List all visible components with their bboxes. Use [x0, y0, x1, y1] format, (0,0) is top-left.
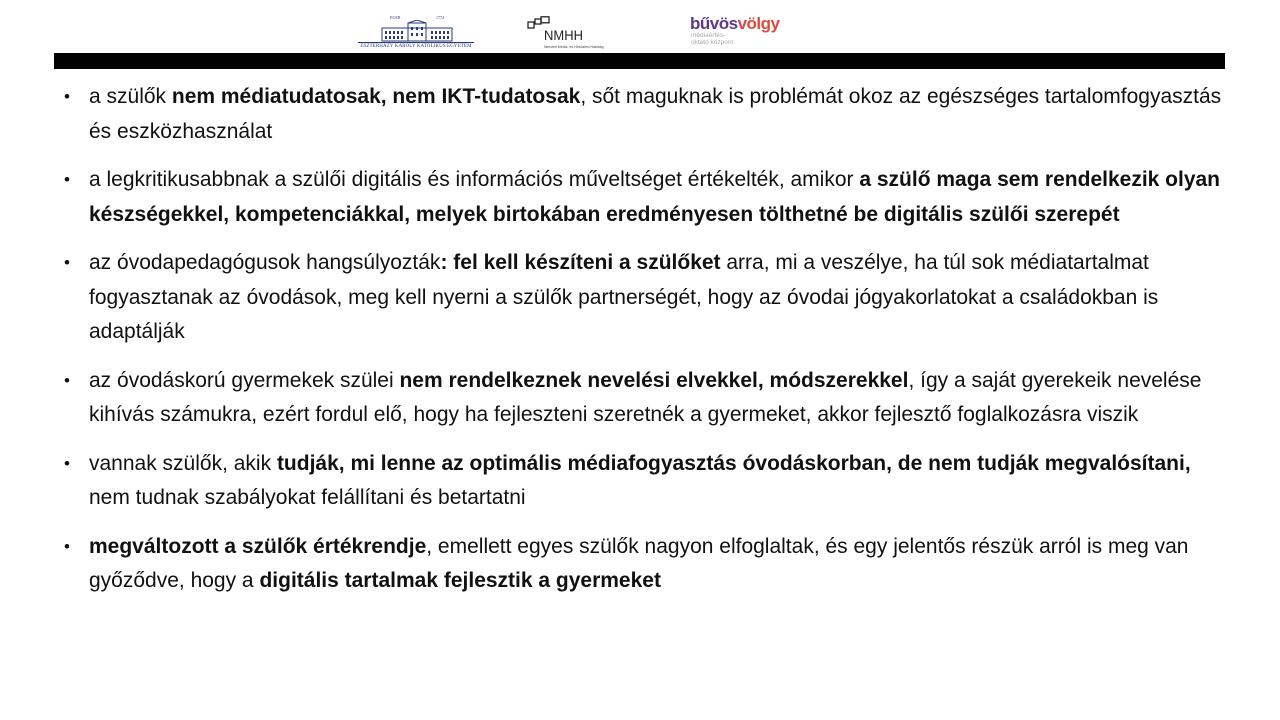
- bold-segment: a szülő maga sem rendelkezik olyan készségekkel, kompetenciákkal, melyek birtokában eredményesen tölthetné be digitális szülői szerepét: [89, 168, 1221, 226]
- bold-segment: megváltozott a szülők értékrendje: [89, 534, 427, 558]
- buvosvolgy-logo: [690, 12, 785, 52]
- university-name: ESZTERHÁZY KÁROLY KATOLIKUS EGYETEM: [358, 42, 474, 49]
- buvosvolgy-wordmark-part2: völgy: [737, 14, 780, 33]
- bold-segment: nem rendelkeznek nevelési elvekkel, módszerekkel: [399, 368, 909, 392]
- bold-segment: tudják, mi lenne az optimális médiafogyasztás óvodáskorban, de nem tudják megvalósítani,: [276, 451, 1191, 475]
- building-icon: [380, 20, 454, 42]
- bullet-item-3: [60, 246, 1230, 350]
- text-segment: vannak szülők, akik: [89, 451, 277, 475]
- buvosvolgy-tagline-line1: médiaértés-: [691, 32, 726, 39]
- nmhh-logo: [524, 12, 634, 52]
- buvosvolgy-tagline-line2: oktató központ: [691, 39, 734, 46]
- bullet-text: [89, 452, 1191, 510]
- text-segment: nem tudnak szabályokat felállítani és betartatni: [89, 486, 526, 509]
- bullet-item-4: [60, 364, 1230, 433]
- text-segment: arra, mi a veszélye, ha túl sok médiatartalmat fogyasztanak az óvodások, meg kell nyerni a szülők partnerségét, hogy az óvodai jógyakorlatokat a családokban is adaptálják: [89, 251, 1159, 343]
- logo-strip: [0, 12, 1280, 52]
- text-segment: a szülők: [89, 85, 172, 108]
- buvosvolgy-tagline: [691, 32, 733, 46]
- slide-content: [60, 80, 1230, 613]
- bullet-item-6: [60, 530, 1230, 599]
- bullet-text: [89, 168, 1220, 226]
- text-segment: az óvodapedagógusok hangsúlyozták: [89, 251, 441, 274]
- bullet-item-1: [60, 80, 1230, 149]
- bullet-list: [60, 80, 1230, 599]
- bullet-icon: •: [64, 170, 70, 189]
- bullet-text: [89, 369, 1201, 427]
- text-segment: , így a saját gyerekeik nevelése kihívás számukra, ezért fordul elő, hogy ha fejleszteni szeretnék a gyermeket, akkor fejlesztő foglalkozásra viszik: [89, 368, 1202, 426]
- bullet-icon: •: [64, 370, 70, 390]
- nmhh-wordmark: NMHH: [544, 27, 583, 44]
- text-segment: a legkritikusabbnak a szülői digitális és információs műveltséget értékelték, amikor: [89, 168, 860, 191]
- university-logo: [358, 12, 474, 52]
- bullet-item-5: [60, 447, 1230, 516]
- bullet-text: [89, 85, 1221, 143]
- header-divider-bar: [54, 53, 1225, 69]
- text-segment: az óvodáskorú gyermekek szülei: [89, 368, 400, 392]
- university-year-left: EGER: [390, 15, 401, 20]
- bold-segment: digitális tartalmak fejlesztik a gyermeket: [259, 569, 661, 592]
- bullet-icon: •: [64, 453, 70, 473]
- university-year-right: 1774: [436, 15, 444, 20]
- bullet-icon: •: [64, 536, 70, 556]
- bold-segment: : fel kell készíteni a szülőket: [440, 251, 721, 274]
- bullet-text: [89, 535, 1189, 593]
- bold-segment: nem médiatudatosak, nem IKT-tudatosak: [171, 85, 581, 108]
- text-segment: , sőt maguknak is problémát okoz az egészséges tartalomfogyasztás és eszközhasználat: [89, 85, 1222, 143]
- bullet-icon: •: [64, 87, 70, 106]
- buvosvolgy-wordmark: [690, 14, 779, 34]
- bullet-icon: •: [64, 253, 70, 272]
- nmhh-subtitle: Nemzeti Média- és Hírközlési Hatóság: [544, 45, 604, 49]
- bullet-text: [89, 251, 1158, 343]
- text-segment: , emellett egyes szülők nagyon elfoglaltak, és egy jelentős részük arról is meg van győződve, hogy a: [89, 534, 1189, 592]
- bullet-item-2: [60, 163, 1230, 232]
- buvosvolgy-wordmark-part1: bűvös: [690, 14, 738, 33]
